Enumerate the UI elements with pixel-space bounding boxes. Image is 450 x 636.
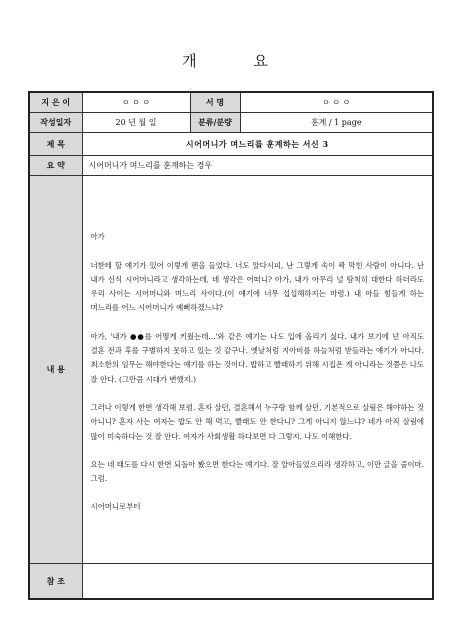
signature-value: ㅇ ㅇ ㅇ — [240, 92, 433, 113]
overview-form — [28, 91, 434, 600]
reference-label: 참 조 — [29, 564, 82, 600]
signature-label: 서 명 — [190, 92, 240, 113]
document-title: 개 요 — [182, 52, 294, 70]
category-value: 훈계 / 1 page — [240, 113, 433, 133]
summary-value: 시어머니가 며느리를 훈계하는 경우 — [82, 156, 433, 176]
letter-paragraph: 그러나 이렇게 한번 생각해 보렴. 혼자 살던, 결혼해서 누구랑 함께 살던, 기본적으로 살림은 해야하는 것 아니니? 혼자 사는 여자는 밥도 안 해 먹고, 빨래도 안 한다니? 그게 아니지 않느냐? 네가 아직 살림에 많이 미숙하다는 것 잘 안다. 여자가 사회생활 하다보면 다 그렇지. 나도 이해한다. — [90, 402, 424, 441]
author-label: 지 은 이 — [29, 92, 82, 113]
letter-paragraph: 너한테 할 얘기가 있어 이렇게 펜을 들었다. 너도 알다시피, 난 그렇게 속이 꽉 막힌 사람이 아니다. 난 내가 신식 시어머니라고 생각하는데, 네 생각은 어떠니? 아가, 내가 아무리 널 탐칙히 대한다 하더라도 우리 사이는 시어머니와 며느리 사이다.(이 얘기에 너무 섭섭해하지는 마렴.) 내 아들 힘들게 하는 며느리를 어느 시어머니가 예뻐하겠느냐? — [90, 260, 424, 313]
reference-row — [29, 564, 433, 600]
author-value: ㅇ ㅇ ㅇ — [82, 92, 190, 113]
subject-label: 제 목 — [29, 133, 82, 156]
date-label: 작성일자 — [29, 113, 82, 133]
content-row — [29, 176, 433, 564]
summary-label: 요 약 — [29, 156, 82, 176]
date-value: 20 년 월 일 — [82, 113, 190, 133]
letter-greeting: 아가 — [90, 232, 105, 242]
content-label: 내 용 — [29, 176, 82, 564]
subject-row — [29, 133, 433, 156]
category-label: 분류/분량 — [190, 113, 240, 133]
subject-value: 시어머니가 며느리를 훈계하는 서신 3 — [82, 133, 433, 156]
summary-row — [29, 156, 433, 176]
letter-paragraph: 요는 네 태도를 다시 한번 되돌아 봤으면 한다는 얘기다. 잘 알아들었으리라 생각하고, 이만 글을 줄이마. 그럼. — [90, 459, 424, 484]
letter-signoff: 시어머니로부터 — [90, 502, 141, 512]
author-row — [29, 92, 433, 113]
date-row — [29, 113, 433, 133]
reference-value — [82, 564, 433, 600]
letter-paragraph: 아가, '내가 ●●를 어떻게 키웠는데...'와 같은 얘기는 나도 입에 올리기 싫다. 내가 보기에 넌 아직도 결혼 전과 후를 구별하지 못하고 있는 것 같구나. 옛날처럼 지아비를 하늘처럼 받들라는 얘기가 아니다. 최소한의 임무는 해야한다는 얘기를 하는 것이다. 밥하고 빨래하기 위해 시집온 게 아니라는 것쯤은 나도 잘 안다. (그만큼 시대가 변했지.) — [90, 331, 424, 384]
letter-body — [82, 176, 433, 564]
